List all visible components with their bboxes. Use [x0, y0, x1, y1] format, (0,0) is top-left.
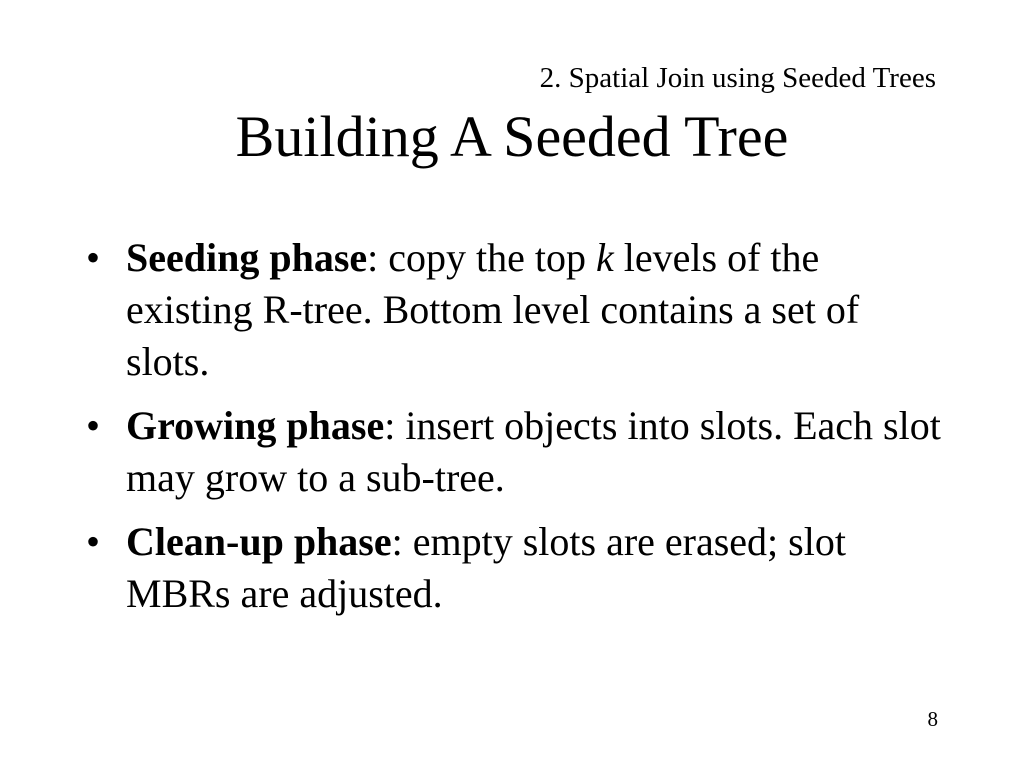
- bullet-dot: •: [86, 235, 101, 280]
- bullet-growing-phase: [86, 400, 946, 504]
- bullet-text: : copy the top: [367, 235, 597, 280]
- bullet-term: Clean-up phase: [126, 519, 392, 564]
- page-number: 8: [927, 707, 938, 731]
- bullet-dot: •: [86, 519, 101, 564]
- bullet-variable: k: [596, 235, 614, 280]
- bullet-text: levels of the existing R-tree. Bottom level contains a set of slots.: [126, 235, 860, 384]
- bullet-dot: •: [86, 403, 101, 448]
- bullet-text: : empty slots are erased; slot MBRs are adjusted.: [126, 519, 846, 616]
- bullet-term: Seeding phase: [126, 235, 368, 280]
- bullet-clean-up-phase: [86, 516, 946, 620]
- bullet-seeding-phase: [86, 232, 946, 388]
- bullet-list: [86, 232, 946, 632]
- section-label: 2. Spatial Join using Seeded Trees: [539, 62, 936, 94]
- slide-title: Building A Seeded Tree: [235, 104, 789, 169]
- bullet-text: : insert objects into slots. Each slot may grow to a sub-tree.: [126, 403, 941, 500]
- bullet-term: Growing phase: [126, 403, 385, 448]
